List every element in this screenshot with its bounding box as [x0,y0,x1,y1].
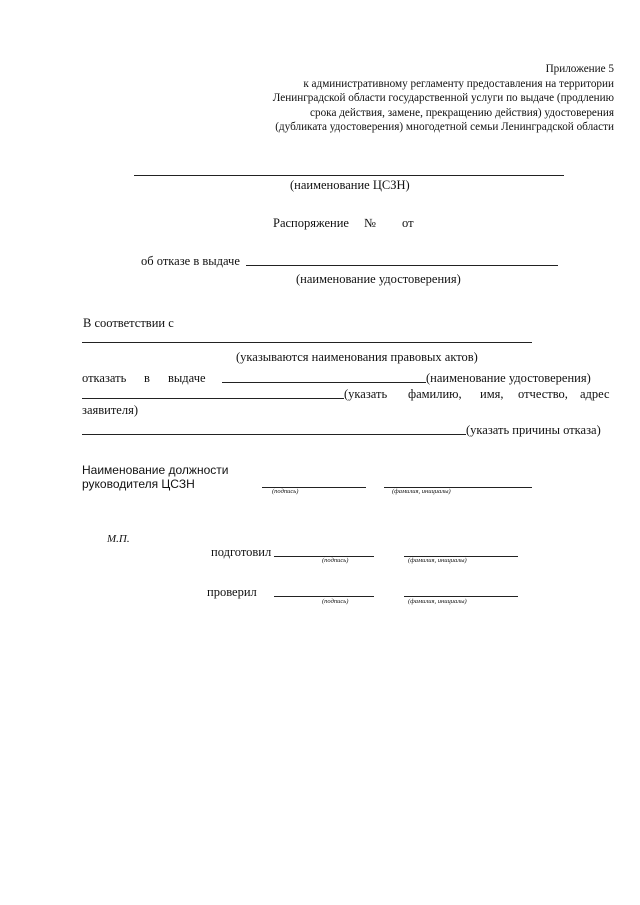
appendix-line-4: (дубликата удостоверения) многодетной семьи Ленинградской области [275,121,614,134]
org-name-caption: (наименование ЦСЗН) [290,178,410,192]
appendix-line-3: срока действия, замене, прекращению действия) удостоверения [310,106,614,119]
decision-word-refuse: отказать [82,371,127,385]
applicant-caption-3: имя, [480,387,504,401]
basis-acts-line[interactable] [82,342,532,343]
head-name-caption: (фамилия, инициалы) [392,488,451,495]
prepared-name-caption: (фамилия, инициалы) [408,557,467,564]
applicant-caption-5: адрес [580,387,610,401]
head-position-line-2: руководителя ЦСЗН [82,477,195,491]
reason-line[interactable] [82,434,466,435]
refusal-label: об отказе в выдаче [141,254,240,268]
appendix-line-1: к административному регламенту предоставления на территории [303,77,614,90]
prepared-label: подготовил [211,545,272,559]
basis-label: В соответствии с [83,316,174,330]
applicant-caption-line-2: заявителя) [82,403,138,417]
head-signature-caption: (подпись) [272,488,299,495]
stamp-place: М.П. [107,533,130,545]
decision-word-issue: выдаче [168,371,206,385]
appendix-line-2: Ленинградской области государственной услуги по выдаче (продлению [272,92,614,105]
applicant-caption-4: отчество, [518,387,568,401]
decision-word-in: в [144,371,150,385]
applicant-line[interactable] [82,398,344,399]
checked-name-line[interactable] [404,596,518,597]
refusal-certificate-line[interactable] [246,265,558,266]
prepared-signature-caption: (подпись) [322,557,349,564]
org-name-line[interactable] [134,175,564,176]
checked-name-caption: (фамилия, инициалы) [408,598,467,605]
refusal-certificate-caption: (наименование удостоверения) [296,272,461,286]
checked-label: проверил [207,585,257,599]
decision-certificate-caption: (наименование удостоверения) [426,371,591,385]
checked-signature-line[interactable] [274,596,374,597]
appendix-title: Приложение 5 [545,63,614,75]
order-number-sign: № [364,216,376,230]
reason-caption: (указать причины отказа) [466,423,601,437]
order-title: Распоряжение [273,216,349,230]
applicant-caption-2: фамилию, [408,387,462,401]
basis-acts-caption: (указываются наименования правовых актов) [236,350,478,364]
checked-signature-caption: (подпись) [322,598,349,605]
head-position-line-1: Наименование должности [82,463,229,477]
decision-certificate-line[interactable] [222,382,426,383]
appendix-block [273,62,614,135]
order-date-word: от [402,216,414,230]
applicant-caption-1: (указать [344,387,388,401]
